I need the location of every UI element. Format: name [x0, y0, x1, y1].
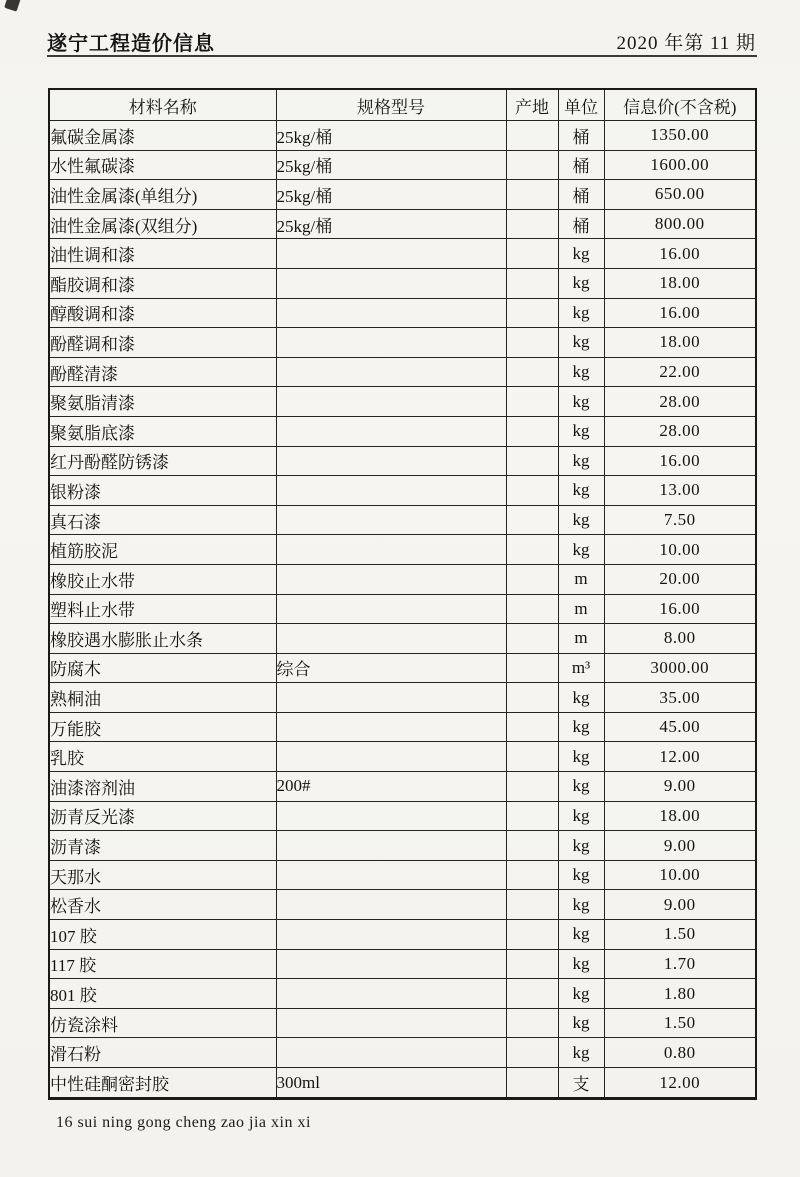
table-row [49, 1068, 756, 1099]
unit-cell: kg [558, 949, 604, 979]
price-cell: 7.50 [604, 505, 756, 535]
origin-cell [506, 1038, 558, 1068]
column-header-spec: 规格型号 [276, 89, 506, 121]
column-header-price: 信息价(不含税) [604, 89, 756, 121]
spec-cell [276, 742, 506, 772]
table-row [49, 683, 756, 713]
column-header-origin: 产地 [506, 89, 558, 121]
table-row [49, 920, 756, 950]
origin-cell [506, 268, 558, 298]
spec-cell: 综合 [276, 653, 506, 683]
table-row [49, 979, 756, 1009]
origin-cell [506, 150, 558, 180]
table-row [49, 535, 756, 565]
spec-cell: 25kg/桶 [276, 209, 506, 239]
material-name-cell: 熟桐油 [49, 683, 276, 713]
material-name-cell: 万能胶 [49, 712, 276, 742]
price-cell: 800.00 [604, 209, 756, 239]
spec-cell [276, 801, 506, 831]
table-row [49, 712, 756, 742]
material-name-cell: 植筋胶泥 [49, 535, 276, 565]
unit-cell: kg [558, 683, 604, 713]
price-cell: 9.00 [604, 831, 756, 861]
material-name-cell: 松香水 [49, 890, 276, 920]
unit-cell: kg [558, 831, 604, 861]
price-cell: 1.50 [604, 1008, 756, 1038]
material-name-cell: 氟碳金属漆 [49, 121, 276, 151]
origin-cell [506, 387, 558, 417]
unit-cell: kg [558, 446, 604, 476]
unit-cell: kg [558, 387, 604, 417]
unit-cell: kg [558, 801, 604, 831]
material-name-cell: 油漆溶剂油 [49, 772, 276, 802]
unit-cell: kg [558, 920, 604, 950]
spec-cell [276, 890, 506, 920]
table-row [49, 890, 756, 920]
price-cell: 18.00 [604, 801, 756, 831]
table-row [49, 180, 756, 210]
unit-cell: kg [558, 1038, 604, 1068]
table-row [49, 416, 756, 446]
origin-cell [506, 683, 558, 713]
table-row [49, 121, 756, 151]
price-cell: 20.00 [604, 564, 756, 594]
material-name-cell: 天那水 [49, 860, 276, 890]
material-name-cell: 107 胶 [49, 920, 276, 950]
spec-cell [276, 387, 506, 417]
material-name-cell: 聚氨脂清漆 [49, 387, 276, 417]
unit-cell: 桶 [558, 209, 604, 239]
material-name-cell: 水性氟碳漆 [49, 150, 276, 180]
price-cell: 28.00 [604, 416, 756, 446]
spec-cell [276, 298, 506, 328]
origin-cell [506, 801, 558, 831]
material-name-cell: 酚醛调和漆 [49, 328, 276, 358]
unit-cell: 桶 [558, 121, 604, 151]
material-name-cell: 沥青反光漆 [49, 801, 276, 831]
origin-cell [506, 860, 558, 890]
spec-cell [276, 446, 506, 476]
spec-cell [276, 476, 506, 506]
unit-cell: kg [558, 505, 604, 535]
origin-cell [506, 624, 558, 654]
unit-cell: kg [558, 476, 604, 506]
price-cell: 13.00 [604, 476, 756, 506]
unit-cell: m [558, 624, 604, 654]
spec-cell [276, 831, 506, 861]
price-cell: 16.00 [604, 239, 756, 269]
material-name-cell: 油性调和漆 [49, 239, 276, 269]
table-row [49, 564, 756, 594]
material-name-cell: 油性金属漆(单组分) [49, 180, 276, 210]
spec-cell: 25kg/桶 [276, 180, 506, 210]
table-row [49, 801, 756, 831]
price-cell: 45.00 [604, 712, 756, 742]
origin-cell [506, 298, 558, 328]
origin-cell [506, 772, 558, 802]
scan-artifact-mark [4, 0, 21, 12]
table-row [49, 742, 756, 772]
material-name-cell: 聚氨脂底漆 [49, 416, 276, 446]
unit-cell: kg [558, 328, 604, 358]
table-header-row [49, 89, 756, 121]
origin-cell [506, 594, 558, 624]
origin-cell [506, 920, 558, 950]
journal-title: 遂宁工程造价信息 [47, 33, 215, 55]
spec-cell [276, 239, 506, 269]
origin-cell [506, 180, 558, 210]
spec-cell [276, 328, 506, 358]
unit-cell: kg [558, 416, 604, 446]
origin-cell [506, 209, 558, 239]
table-row [49, 476, 756, 506]
unit-cell: kg [558, 772, 604, 802]
table-row [49, 446, 756, 476]
material-name-cell: 红丹酚醛防锈漆 [49, 446, 276, 476]
price-cell: 10.00 [604, 535, 756, 565]
material-name-cell: 醇酸调和漆 [49, 298, 276, 328]
price-cell: 22.00 [604, 357, 756, 387]
table-row [49, 594, 756, 624]
spec-cell [276, 683, 506, 713]
material-name-cell: 乳胶 [49, 742, 276, 772]
table-row [49, 387, 756, 417]
table-row [49, 1008, 756, 1038]
spec-cell: 25kg/桶 [276, 121, 506, 151]
origin-cell [506, 357, 558, 387]
unit-cell: m [558, 564, 604, 594]
price-cell: 28.00 [604, 387, 756, 417]
origin-cell [506, 328, 558, 358]
price-cell: 1600.00 [604, 150, 756, 180]
price-cell: 1350.00 [604, 121, 756, 151]
table-row [49, 653, 756, 683]
spec-cell [276, 712, 506, 742]
table-row [49, 624, 756, 654]
unit-cell: kg [558, 268, 604, 298]
unit-cell: kg [558, 712, 604, 742]
unit-cell: 桶 [558, 150, 604, 180]
material-name-cell: 橡胶遇水膨胀止水条 [49, 624, 276, 654]
material-name-cell: 酯胶调和漆 [49, 268, 276, 298]
price-cell: 35.00 [604, 683, 756, 713]
spec-cell [276, 416, 506, 446]
material-name-cell: 塑料止水带 [49, 594, 276, 624]
price-cell: 3000.00 [604, 653, 756, 683]
table-row [49, 150, 756, 180]
spec-cell: 200# [276, 772, 506, 802]
origin-cell [506, 742, 558, 772]
price-cell: 1.50 [604, 920, 756, 950]
origin-cell [506, 416, 558, 446]
column-header-material-name: 材料名称 [49, 89, 276, 121]
page-footer-pinyin: 16 sui ning gong cheng zao jia xin xi [56, 1114, 311, 1131]
material-name-cell: 防腐木 [49, 653, 276, 683]
material-name-cell: 沥青漆 [49, 831, 276, 861]
price-cell: 18.00 [604, 268, 756, 298]
spec-cell: 300ml [276, 1068, 506, 1099]
price-cell: 1.80 [604, 979, 756, 1009]
price-cell: 1.70 [604, 949, 756, 979]
origin-cell [506, 890, 558, 920]
origin-cell [506, 712, 558, 742]
table-row [49, 505, 756, 535]
header-rule [47, 55, 757, 57]
issue-number: 2020 年第 11 期 [616, 33, 756, 54]
origin-cell [506, 476, 558, 506]
origin-cell [506, 535, 558, 565]
spec-cell [276, 505, 506, 535]
origin-cell [506, 979, 558, 1009]
material-name-cell: 117 胶 [49, 949, 276, 979]
price-cell: 12.00 [604, 1068, 756, 1099]
table-row [49, 831, 756, 861]
price-cell: 0.80 [604, 1038, 756, 1068]
spec-cell [276, 949, 506, 979]
table-row [49, 268, 756, 298]
material-name-cell: 滑石粉 [49, 1038, 276, 1068]
price-cell: 16.00 [604, 298, 756, 328]
table-row [49, 1038, 756, 1068]
table-row [49, 239, 756, 269]
material-name-cell: 橡胶止水带 [49, 564, 276, 594]
origin-cell [506, 505, 558, 535]
material-name-cell: 真石漆 [49, 505, 276, 535]
origin-cell [506, 1008, 558, 1038]
origin-cell [506, 831, 558, 861]
unit-cell: kg [558, 239, 604, 269]
unit-cell: kg [558, 860, 604, 890]
origin-cell [506, 564, 558, 594]
column-header-unit: 单位 [558, 89, 604, 121]
table-row [49, 860, 756, 890]
price-cell: 10.00 [604, 860, 756, 890]
price-cell: 18.00 [604, 328, 756, 358]
spec-cell [276, 535, 506, 565]
table-row [49, 328, 756, 358]
price-cell: 16.00 [604, 446, 756, 476]
table-row [49, 949, 756, 979]
unit-cell: kg [558, 357, 604, 387]
spec-cell [276, 624, 506, 654]
spec-cell [276, 1008, 506, 1038]
unit-cell: kg [558, 1008, 604, 1038]
price-cell: 9.00 [604, 772, 756, 802]
material-name-cell: 801 胶 [49, 979, 276, 1009]
unit-cell: 桶 [558, 180, 604, 210]
origin-cell [506, 239, 558, 269]
unit-cell: kg [558, 890, 604, 920]
spec-cell [276, 920, 506, 950]
spec-cell [276, 860, 506, 890]
unit-cell: kg [558, 742, 604, 772]
price-cell: 9.00 [604, 890, 756, 920]
material-price-table [48, 88, 757, 1100]
origin-cell [506, 653, 558, 683]
table-row [49, 357, 756, 387]
origin-cell [506, 121, 558, 151]
table-row [49, 298, 756, 328]
spec-cell [276, 979, 506, 1009]
unit-cell: kg [558, 979, 604, 1009]
spec-cell [276, 268, 506, 298]
origin-cell [506, 1068, 558, 1099]
material-name-cell: 银粉漆 [49, 476, 276, 506]
material-name-cell: 中性硅酮密封胶 [49, 1068, 276, 1099]
material-name-cell: 酚醛清漆 [49, 357, 276, 387]
unit-cell: 支 [558, 1068, 604, 1099]
material-name-cell: 仿瓷涂料 [49, 1008, 276, 1038]
price-cell: 12.00 [604, 742, 756, 772]
unit-cell: kg [558, 535, 604, 565]
unit-cell: m [558, 594, 604, 624]
spec-cell [276, 357, 506, 387]
spec-cell [276, 594, 506, 624]
unit-cell: kg [558, 298, 604, 328]
material-name-cell: 油性金属漆(双组分) [49, 209, 276, 239]
spec-cell [276, 1038, 506, 1068]
spec-cell [276, 564, 506, 594]
origin-cell [506, 949, 558, 979]
spec-cell: 25kg/桶 [276, 150, 506, 180]
price-cell: 650.00 [604, 180, 756, 210]
table-row [49, 209, 756, 239]
unit-cell: m³ [558, 653, 604, 683]
price-cell: 8.00 [604, 624, 756, 654]
price-cell: 16.00 [604, 594, 756, 624]
origin-cell [506, 446, 558, 476]
table-row [49, 772, 756, 802]
